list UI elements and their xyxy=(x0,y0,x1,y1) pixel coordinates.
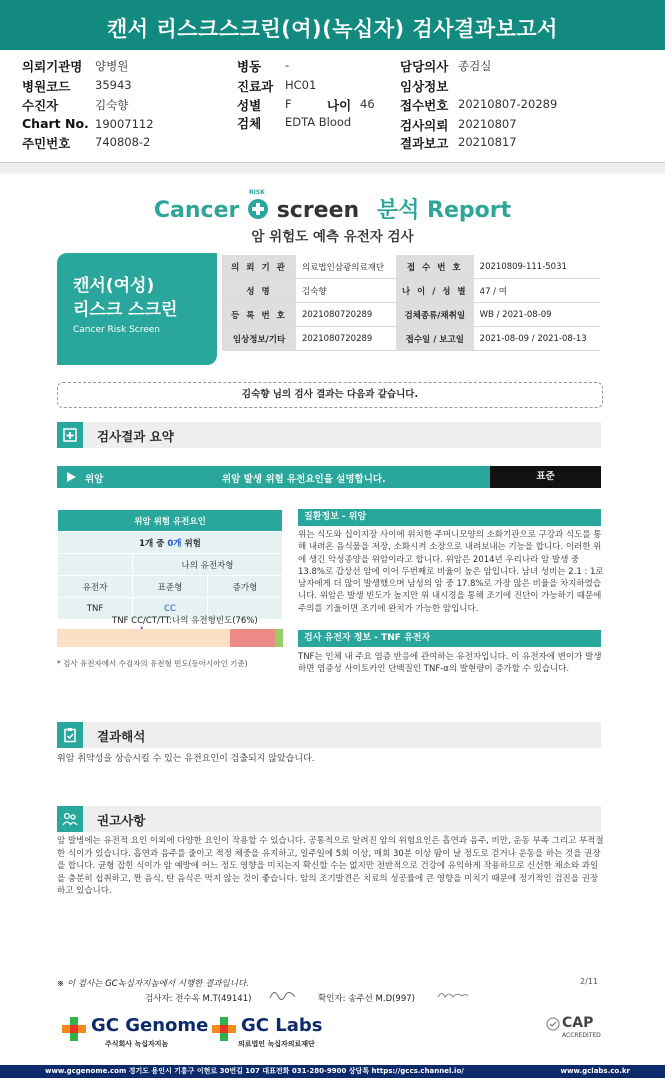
info-label: 접 수 번 호 xyxy=(396,255,474,279)
doctor-value: 종검실 xyxy=(458,59,492,73)
logo-report-text: 분석 Report xyxy=(376,198,512,223)
age-label: 나이 xyxy=(327,98,352,113)
clipboard-icon xyxy=(57,722,83,748)
page-number: 2/11 xyxy=(580,977,598,986)
examiner: 검사자: 전수옥 M.T(49141) xyxy=(145,994,252,1004)
info-value: 20210809-111-5031 xyxy=(474,255,600,279)
report-title: 캔서 리스크스크린(여)(녹십자) 검사결과보고서 xyxy=(107,17,558,41)
hospital-code-value: 35943 xyxy=(95,78,132,92)
advice-text: 암 발병에는 유전적 요인 이외에 다양한 요인이 작용할 수 있습니다. 공통적으로 알려진 암의 위험요인은 흡연과 음주, 비만, 운동 부족 그리고 부적절한 식이가 있습니다. 흡연과 음주를 줄이고 적정 체중을 유지하고, 일주일에 5회 이상, 매회 30분 이상 땀이 날 정도로 걷거나 운동을 하는 것을 권장을 합니다. 균형 잡힌 식이가 암 예방에 어느 정도 영향을 미치는지 확신할 수는 없지만 전반적으로 건강에 유익하게 작용하므로 신선한 채소와 과일을 충분히 섭취하고, 짠 음식, 탄 음식은 먹지 않는 것이 좋습니다. 암의 조기발견은 치료의 성공률에 큰 영향을 미치기 때문에 정기적인 검진을 권장하고 있습니다. xyxy=(57,836,604,897)
cap-sub-text: ACCREDITED xyxy=(562,1032,601,1039)
sex-label: 성별 xyxy=(237,98,262,113)
risk-organ: 위암 xyxy=(85,474,104,485)
product-card xyxy=(57,253,217,365)
report-date-value: 20210817 xyxy=(458,135,517,149)
gene-risk-table xyxy=(57,509,283,620)
patient-header xyxy=(0,50,665,163)
sex-value: F xyxy=(285,97,292,111)
risk-description: 위암 발생 위험 유전요인을 설명합니다. xyxy=(222,474,386,485)
cancer-screen-logo xyxy=(0,189,665,224)
info-label: 성 명 xyxy=(222,279,296,303)
info-label: 등 록 번 호 xyxy=(222,303,296,327)
info-row xyxy=(222,327,600,351)
interpretation-text: 위암 취약성을 상승시킬 수 있는 유전요인이 검출되지 않았습니다. xyxy=(57,754,315,764)
gc-cross-icon xyxy=(210,1015,238,1043)
info-value: 2021080720289 xyxy=(296,327,396,351)
standard-type-header: 표준형 xyxy=(133,576,208,598)
confirmer: 확인자: 송주선 M.D(997) xyxy=(318,994,415,1004)
gene-header: 유전자 xyxy=(58,576,133,598)
advice-title: 권고사항 xyxy=(97,813,146,828)
department-value: HC01 xyxy=(285,78,317,92)
my-genotype-header: 나의 유전자형 xyxy=(133,554,283,576)
cap-accredited-logo xyxy=(546,1015,606,1045)
increased-type-header: 증가형 xyxy=(208,576,283,598)
cap-text: CAP xyxy=(562,1015,594,1031)
resident-no-value: 740808-2 xyxy=(95,135,151,149)
receipt-no-label: 접수번호 xyxy=(400,98,449,113)
info-value: WB / 2021-08-09 xyxy=(474,303,600,327)
gc-labs-name: GC Labs xyxy=(241,1015,323,1036)
add-document-icon xyxy=(57,422,83,448)
risk-count xyxy=(58,532,283,554)
standard-type-value: CC xyxy=(133,598,208,620)
risk-count-num: 0개 xyxy=(167,538,182,549)
sample-info-table xyxy=(222,255,600,351)
logo-cancer-text: Cancer xyxy=(153,198,240,223)
logo-screen-text: screen xyxy=(276,198,360,223)
gene-info-header: 검사 유전자 정보 - TNF 유전자 xyxy=(298,630,601,647)
logo-plus-icon xyxy=(247,189,269,220)
gene-blank-cell xyxy=(58,554,133,576)
people-icon xyxy=(57,806,83,832)
gene-table-title: 위암 위험 유전요인 xyxy=(58,510,283,532)
card-title-en: Cancer Risk Screen xyxy=(73,325,161,335)
info-label: 임상정보/기타 xyxy=(222,327,296,351)
report-page xyxy=(0,173,665,1078)
report-title-bar xyxy=(0,0,665,50)
chart-no-value: 19007112 xyxy=(95,117,154,131)
receipt-no-value: 20210807-20289 xyxy=(458,97,558,111)
risk-count-suffix: 위험 xyxy=(181,538,201,549)
footnote: ※ 이 검사는 GC녹십자지놈에서 시행한 결과입니다. xyxy=(57,979,249,989)
risk-level-bar xyxy=(57,466,601,488)
hospital-name-value: 양병원 xyxy=(95,59,129,73)
department-label: 진료과 xyxy=(237,79,274,94)
chart-no-label: Chart No. xyxy=(22,116,89,131)
info-value: 47 / 여 xyxy=(474,279,600,303)
age-value: 46 xyxy=(360,97,375,111)
gc-genome-name: GC Genome xyxy=(91,1015,209,1036)
info-value: 김숙향 xyxy=(296,279,396,303)
genotype-frequency-label: TNF CC/CT/TT:나의 유전형빈도(76%) xyxy=(112,616,258,626)
info-value: 2021080720289 xyxy=(296,303,396,327)
ward-label: 병동 xyxy=(237,59,262,74)
gc-genome-sub: 주식회사 녹십자지놈 xyxy=(105,1040,169,1048)
interpretation-section-header xyxy=(57,722,601,748)
section-divider xyxy=(0,163,665,173)
info-value: 2021-08-09 / 2021-08-13 xyxy=(474,327,600,351)
patient-name-label: 수진자 xyxy=(22,98,59,113)
info-row xyxy=(222,303,600,327)
info-label: 나 이 / 성 별 xyxy=(396,279,474,303)
info-label: 검체종류/채취일 xyxy=(396,303,474,327)
logo-risk-text: RISK xyxy=(249,189,265,196)
gc-labs-logo xyxy=(210,1015,323,1048)
clinical-info-label: 임상정보 xyxy=(400,79,449,94)
info-value: 의료법인삼광의료재단 xyxy=(296,255,396,279)
gc-cross-icon xyxy=(60,1015,88,1043)
frequency-bar xyxy=(57,629,283,647)
request-date-label: 검사의뢰 xyxy=(400,118,449,133)
patient-name-value: 김숙향 xyxy=(95,98,129,112)
info-row xyxy=(222,279,600,303)
report-date-label: 결과보고 xyxy=(400,136,449,151)
interpretation-title: 결과해석 xyxy=(97,729,146,744)
footer-contact: www.gcgenome.com 경기도 용인시 기흥구 이현로 30번길 107 대표전화 031-280-9900 상담톡 https://gccs.channel.io/ xyxy=(45,1067,464,1075)
report-subtitle: 암 위험도 예측 유전자 검사 xyxy=(251,229,414,245)
gene-info-text: TNF는 인체 내 주요 염증 반응에 관여하는 유전자입니다. 이 유전자에 변이가 발생하면 염증성 사이토카인 단백질인 TNF-α의 발현량이 증가할 수 있습니다. xyxy=(298,652,602,675)
disease-info-text: 위는 식도와 십이지장 사이에 위치한 주머니모양의 소화기관으로 구강과 식도를 통해 내려온 음식물을 저장, 소화시켜 소장으로 내려보내는 기능을 합니다. 이러한 위에 생긴 악성종양을 위암이라고 합니다. 위암은 2014년 우리나라 암 발생 중 13.8%로 갑상선 암에 이어 두번째로 비율이 높은 암입니다. 남녀 성비는 2.1 : 1로 남자에게 더 많이 발생했으며 남성의 암 중 17.8%로 가장 많은 비율을 차지하였습니다. 위암은 발생 빈도가 높지만 위 내시경을 통해 조기에 진단이 가능하기 때문에 주의를 기울이면 조기에 완치가 가능한 암입니다. xyxy=(298,530,604,614)
footer-bar xyxy=(0,1065,665,1078)
request-date-value: 20210807 xyxy=(458,117,517,131)
result-notice: 김숙향 님의 검사 결과는 다음과 같습니다. xyxy=(57,382,603,408)
info-label: 접수일 / 보고일 xyxy=(396,327,474,351)
gc-genome-logo xyxy=(60,1015,209,1048)
gc-labs-sub: 의료법인 녹십자의료재단 xyxy=(238,1040,315,1048)
card-title-2: 리스크 스크린 xyxy=(73,300,178,320)
info-label: 의 뢰 기 관 xyxy=(222,255,296,279)
examiner-signature xyxy=(268,988,298,1002)
ward-value: - xyxy=(285,58,290,72)
summary-title: 검사결과 요약 xyxy=(97,429,174,444)
specimen-label: 검체 xyxy=(237,116,262,131)
confirmer-signature xyxy=(436,988,470,1002)
play-icon xyxy=(67,472,76,482)
card-title-1: 캔서(여성) xyxy=(73,276,155,296)
gene-name: TNF xyxy=(58,598,133,620)
cap-badge-icon xyxy=(546,1017,560,1031)
specimen-value: EDTA Blood xyxy=(285,115,352,129)
risk-level-badge: 표준 xyxy=(490,466,601,488)
footer-website[interactable]: www.gclabs.co.kr xyxy=(560,1067,630,1075)
resident-no-label: 주민번호 xyxy=(22,136,71,151)
disease-info-header: 질환정보 - 위암 xyxy=(298,509,601,526)
hospital-name-label: 의뢰기관명 xyxy=(22,59,83,74)
advice-section-header xyxy=(57,806,601,832)
doctor-label: 담당의사 xyxy=(400,59,449,74)
info-row xyxy=(222,255,600,279)
summary-section-header xyxy=(57,422,601,448)
frequency-note: * 검사 유전자에서 수검자의 유전형 빈도(동아시아인 기준) xyxy=(57,659,248,668)
hospital-code-label: 병원코드 xyxy=(22,79,71,94)
risk-count-prefix: 1개 중 xyxy=(139,538,168,549)
